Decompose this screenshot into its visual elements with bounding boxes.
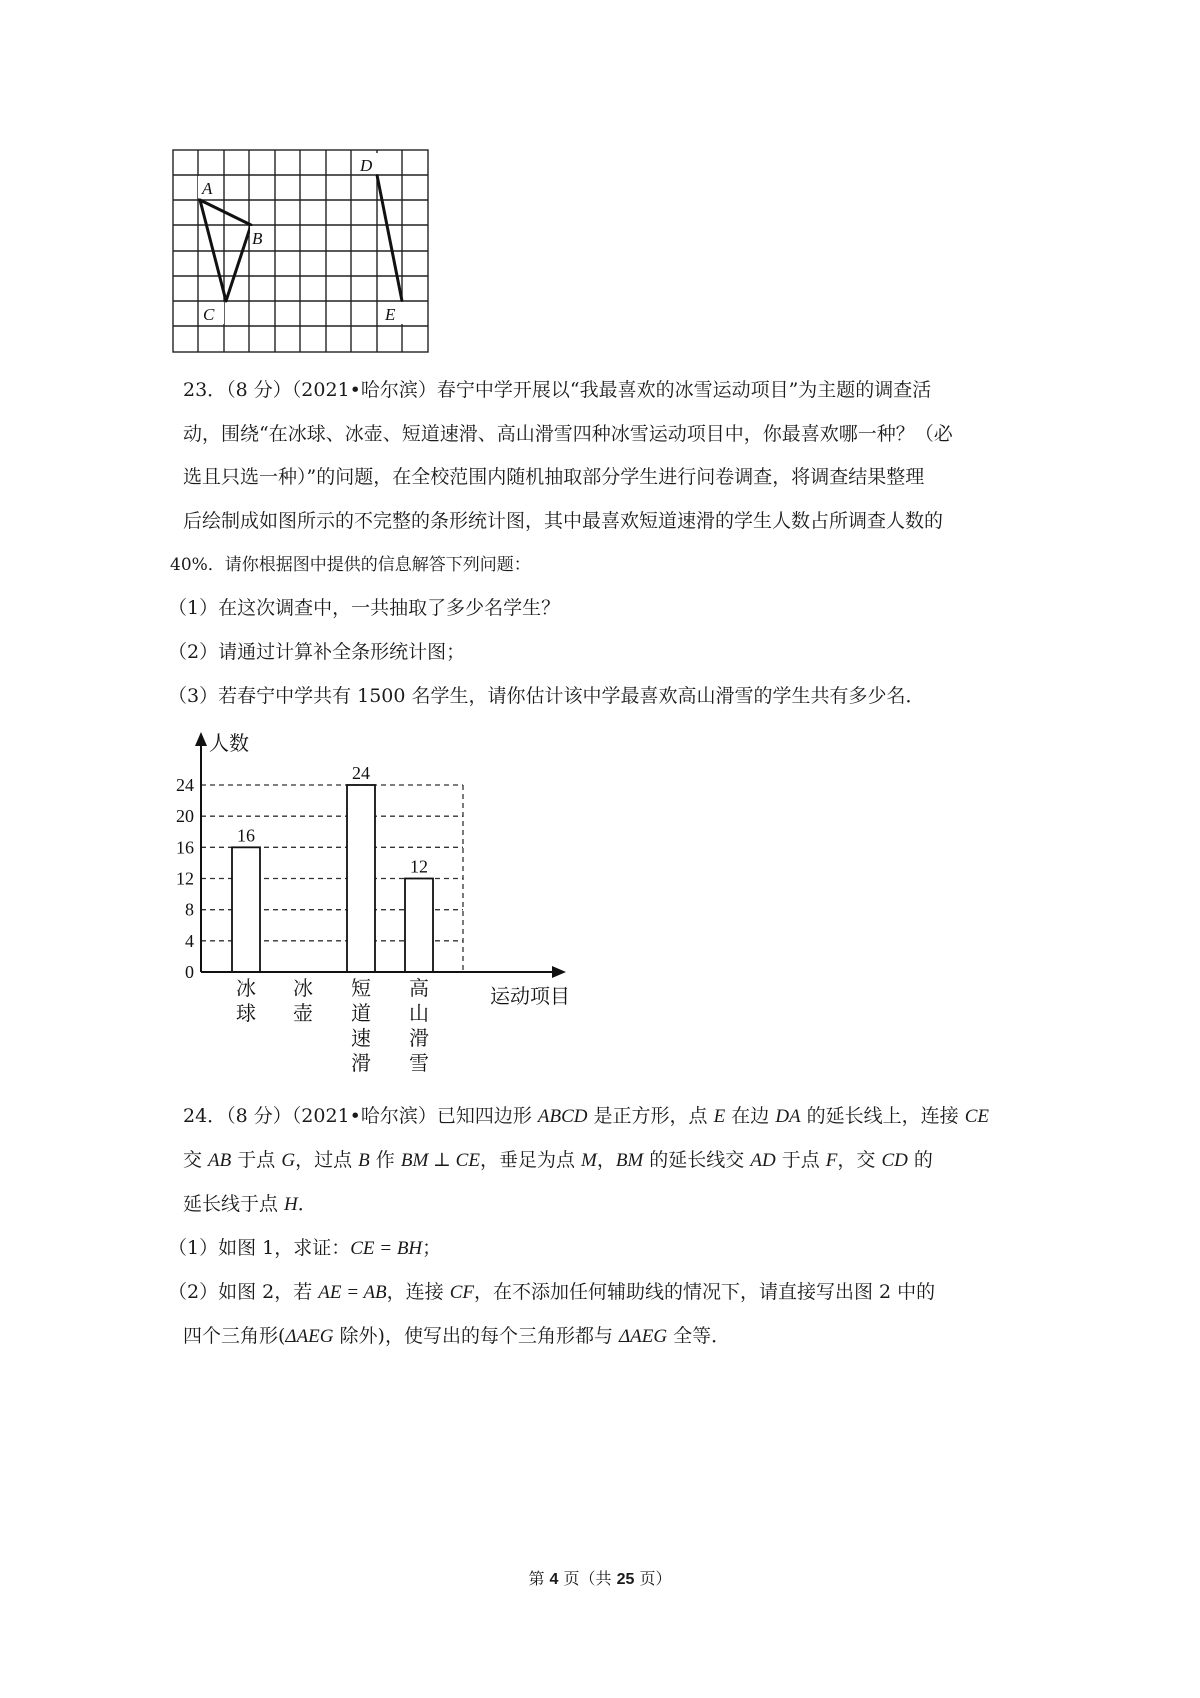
q24-l2-text-c: ，过点 bbox=[295, 1149, 359, 1171]
category-label-2: 冰壶 bbox=[293, 976, 313, 1025]
q24-l2-text-e: ，垂足为点 bbox=[479, 1149, 581, 1171]
bar-4 bbox=[405, 879, 433, 973]
q24-line-2 bbox=[183, 1150, 933, 1171]
y-axis-title: 人数 bbox=[209, 731, 249, 755]
q24-s2-math-ae-eq-ab: AE = AB bbox=[318, 1282, 387, 1303]
q24-l2-math-f: F bbox=[825, 1150, 838, 1171]
y-tick-label-8: 8 bbox=[185, 899, 194, 920]
y-tick-label-4: 4 bbox=[185, 930, 194, 951]
point-label-e: E bbox=[385, 305, 396, 324]
point-label-a: A bbox=[202, 179, 213, 198]
x-axis-arrow bbox=[552, 966, 566, 978]
q24-l2-text-i: ，交 bbox=[837, 1149, 882, 1171]
y-tick-label-24: 24 bbox=[176, 775, 194, 795]
q23-line-3: 选且只选一种）”的问题，在全校范围内随机抽取部分学生进行问卷调查，将调查结果整理 bbox=[183, 466, 925, 488]
q24-l2-text-h: 于点 bbox=[775, 1149, 826, 1171]
q24-l2-math-b: B bbox=[358, 1150, 370, 1171]
q24-line-1 bbox=[183, 1106, 989, 1127]
bar-value-label-1: 16 bbox=[237, 825, 255, 846]
q24-s2-text-a: （2）如图 2，若 bbox=[168, 1281, 319, 1303]
footer-suffix: 页） bbox=[639, 1569, 672, 1588]
q24-s2-text-c: ，在不添加任何辅助线的情况下，请直接写出图 2 中的 bbox=[474, 1281, 936, 1303]
q24-s2-text-b: ，连接 bbox=[386, 1281, 450, 1303]
q24-l2-text-a: 交 bbox=[183, 1149, 209, 1171]
y-tick-label-16: 16 bbox=[176, 837, 194, 858]
q24-l1-text-a: 24．（8 分）（2021•哈尔滨）已知四边形 bbox=[183, 1105, 538, 1127]
q24-l2-math-bm: BM bbox=[615, 1150, 644, 1171]
q23-line-4: 后绘制成如图所示的不完整的条形统计图，其中最喜欢短道速滑的学生人数占所调查人数的 bbox=[183, 510, 944, 532]
q24-l2-math-m: M bbox=[580, 1150, 597, 1171]
q24-l2-math-ab: AB bbox=[208, 1150, 232, 1171]
y-tick-label-12: 12 bbox=[176, 868, 194, 889]
q23-line-1: 23．（8 分）（2021•哈尔滨）春宁中学开展以“我最喜欢的冰雪运动项目”为主题的调查活 bbox=[183, 379, 932, 401]
q24-sub-1 bbox=[168, 1238, 441, 1259]
q24-s1-text-b: ； bbox=[422, 1237, 442, 1259]
bar-1 bbox=[232, 847, 260, 972]
q24-s3-math-triangle-aeg-2: ΔAEG bbox=[619, 1326, 668, 1347]
q24-l1-math-e: E bbox=[713, 1106, 726, 1127]
q24-l2-math-ad: AD bbox=[750, 1150, 776, 1171]
bar-chart bbox=[0, 720, 620, 1100]
q24-l1-math-ce: CE bbox=[964, 1106, 990, 1127]
q24-l2-text-d: 作 bbox=[369, 1149, 401, 1171]
q24-l1-text-d: 的延长线上，连接 bbox=[800, 1105, 965, 1127]
q24-s2-math-cf: CF bbox=[449, 1282, 474, 1303]
q24-l1-math-abcd: ABCD bbox=[537, 1106, 588, 1127]
category-label-4: 高山滑雪 bbox=[409, 976, 429, 1075]
q24-l2-text-j: 的 bbox=[907, 1149, 933, 1171]
q24-s3-math-triangle-aeg: ΔAEG bbox=[285, 1326, 334, 1347]
q24-l2-math-g: G bbox=[281, 1150, 296, 1171]
page-footer bbox=[0, 1566, 1200, 1589]
q24-l2-text-f: ， bbox=[596, 1149, 616, 1171]
q24-s3-text-b: 除外)，使写出的每个三角形都与 bbox=[333, 1325, 620, 1347]
q23-sub-1: （1）在这次调查中，一共抽取了多少名学生？ bbox=[168, 597, 561, 619]
segment-de bbox=[377, 175, 402, 301]
y-tick-label-20: 20 bbox=[176, 806, 194, 827]
q24-s3-text-c: 全等． bbox=[667, 1325, 731, 1347]
point-label-b: B bbox=[252, 229, 263, 248]
footer-total-pages: 25 bbox=[616, 1571, 635, 1588]
q24-s1-math-ce-eq-bh: CE = BH bbox=[350, 1238, 423, 1259]
y-axis-arrow bbox=[195, 732, 207, 746]
q24-l3-text-b: ． bbox=[297, 1193, 317, 1215]
x-axis-title: 运动项目 bbox=[490, 984, 570, 1008]
q24-s3-text-a: 四个三角形( bbox=[183, 1325, 286, 1347]
bar-value-label-4: 12 bbox=[410, 856, 428, 877]
category-label-1: 冰球 bbox=[236, 976, 256, 1025]
category-label-3: 短道速滑 bbox=[351, 976, 371, 1075]
q23-line-5: 40%．请你根据图中提供的信息解答下列问题： bbox=[170, 555, 531, 575]
q23-sub-3: （3）若春宁中学共有 1500 名学生，请你估计该中学最喜欢高山滑雪的学生共有多少名． bbox=[168, 685, 925, 707]
q23-line-2: 动，围绕“在冰球、冰壶、短道速滑、高山滑雪四种冰雪运动项目中，你最喜欢哪一种？（必 bbox=[183, 423, 953, 445]
q24-l2-text-g: 的延长线交 bbox=[643, 1149, 751, 1171]
footer-prefix: 第 bbox=[528, 1569, 545, 1588]
grid-figure bbox=[0, 0, 1200, 400]
q24-l3-math-h: H bbox=[284, 1194, 298, 1215]
q24-l2-math-bm-perp-ce: BM ⊥ CE bbox=[400, 1150, 480, 1171]
q23-sub-2: （2）请通过计算补全条形统计图； bbox=[168, 641, 466, 663]
q24-s1-text-a: （1）如图 1，求证： bbox=[168, 1237, 351, 1259]
q24-line-3 bbox=[183, 1194, 317, 1215]
footer-page-number: 4 bbox=[549, 1571, 559, 1588]
footer-middle: 页（共 bbox=[563, 1569, 612, 1588]
q24-sub-3 bbox=[183, 1326, 730, 1347]
q24-l2-text-b: 于点 bbox=[231, 1149, 282, 1171]
q24-l3-text-a: 延长线于点 bbox=[183, 1193, 285, 1215]
point-label-c: C bbox=[203, 305, 215, 324]
bar-3 bbox=[347, 785, 375, 972]
q24-sub-2 bbox=[168, 1282, 935, 1303]
y-tick-label-0: 0 bbox=[185, 962, 194, 982]
q24-l1-text-c: 在边 bbox=[725, 1105, 776, 1127]
q24-l1-text-b: 是正方形，点 bbox=[587, 1105, 714, 1127]
q24-l1-math-da: DA bbox=[775, 1106, 801, 1127]
point-label-d: D bbox=[360, 156, 373, 175]
q24-l2-math-cd: CD bbox=[881, 1150, 908, 1171]
bar-value-label-3: 24 bbox=[352, 763, 370, 783]
